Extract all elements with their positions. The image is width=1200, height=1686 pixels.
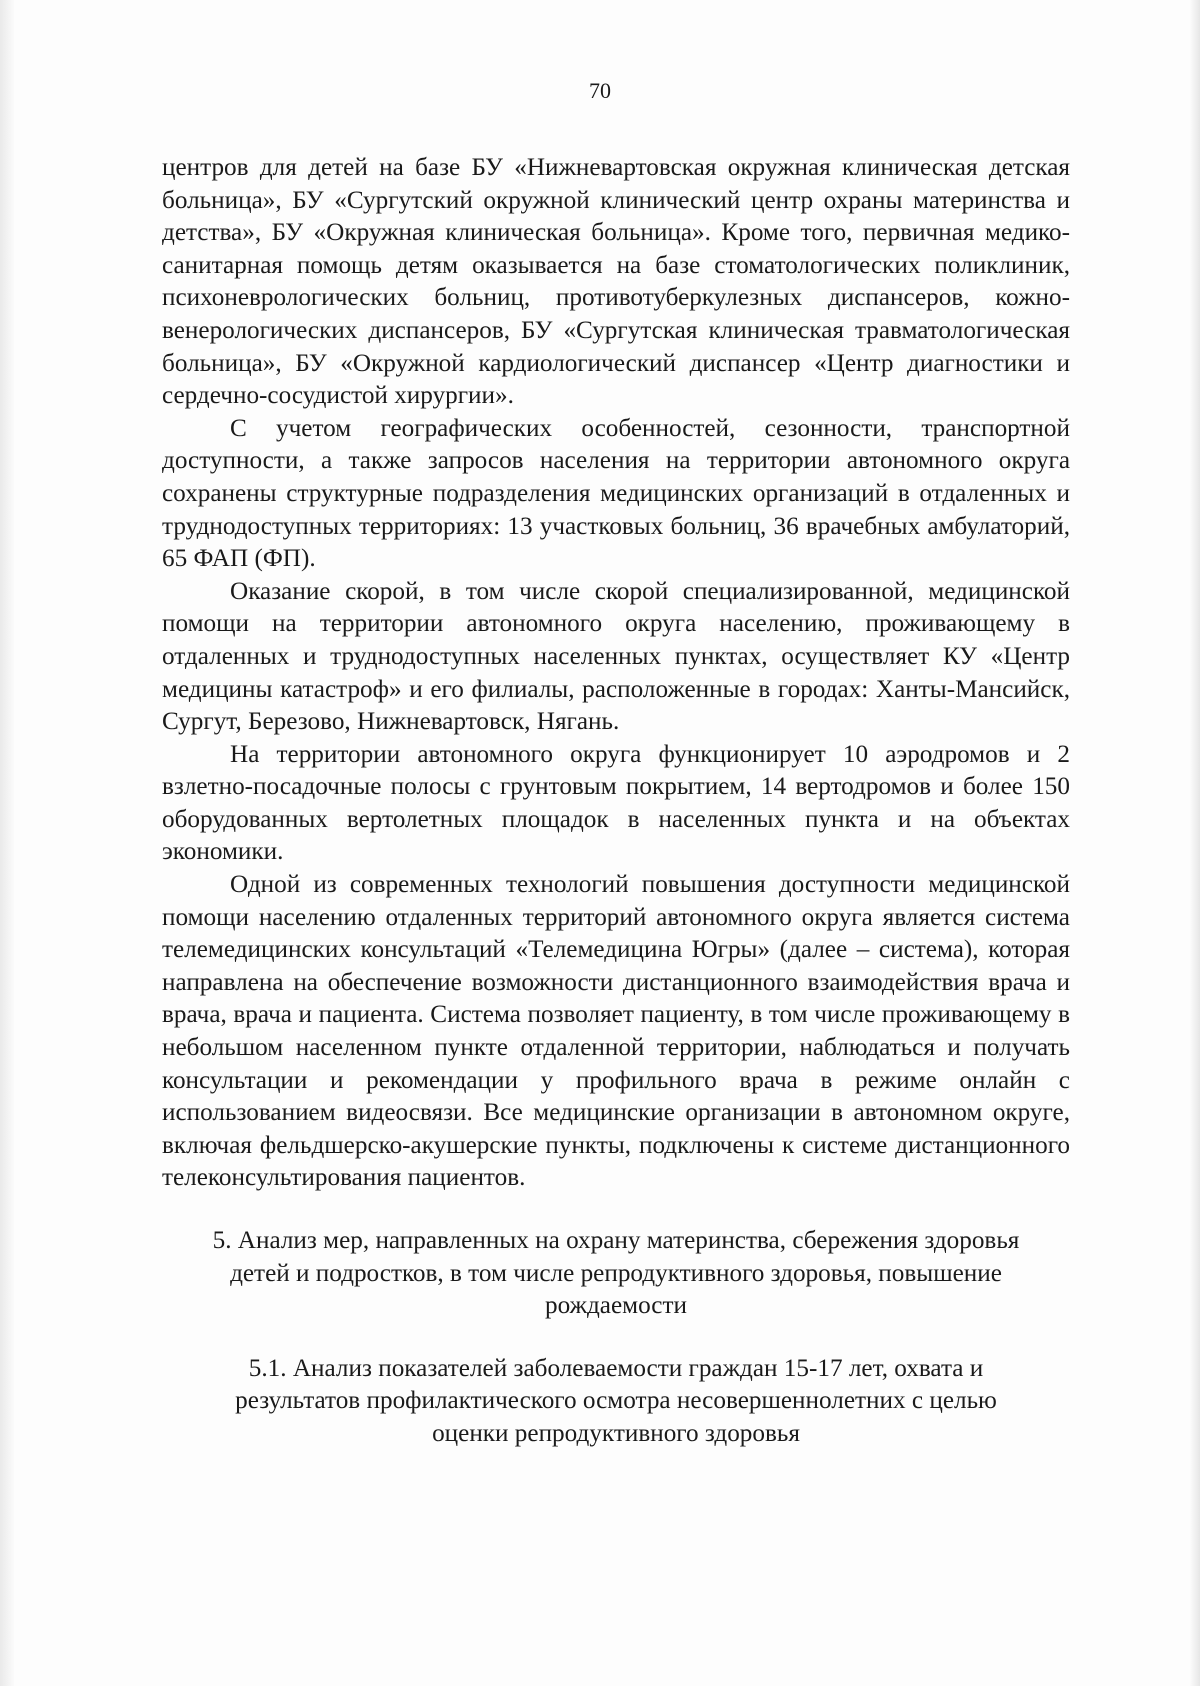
section-heading-5-1: 5.1. Анализ показателей заболеваемости граждан 15-17 лет, охвата и результатов профилактического осмотра несовершеннолетних с целью оценки репродуктивного здоровья xyxy=(235,1354,997,1447)
scan-edge-left xyxy=(0,0,14,1686)
section-heading-5: 5. Анализ мер, направленных на охрану материнства, сбережения здоровья детей и подростков, в том числе репродуктивного здоровья, повышение рождаемости xyxy=(212,1227,1020,1320)
paragraph-continuation: центров для детей на базе БУ «Нижневартовская окружная клиническая детская больница», БУ «Сургутский окружной клинический центр охраны материнства и детства», БУ «Окружная клиническая больница». Кроме того, первичная медико-санитарная помощь детям оказывается на базе стоматологических поликлиник, психоневрологических больниц, противотуберкулезных диспансеров, кожно-венерологических диспансеров, БУ «Сургутская клиническая травматологическая больница», БУ «Окружной кардиологический диспансер «Центр диагностики и сердечно-сосудистой хирургии». xyxy=(162,154,1070,410)
page-number: 70 xyxy=(589,78,611,103)
paragraph-airfields: На территории автономного округа функционирует 10 аэродромов и 2 взлетно-посадочные полосы с грунтовым покрытием, 14 вертодромов и более 150 оборудованных вертолетных площадок в населенных пункта и на объектах экономики. xyxy=(162,740,1070,866)
scan-edge-right xyxy=(1190,0,1200,1686)
paragraph-emergency-care: Оказание скорой, в том числе скорой специализированной, медицинской помощи на территории автономного округа населению, проживающему в отдаленных и труднодоступных населенных пунктах, осуществляет КУ «Центр медицины катастроф» и его филиалы, расположенные в городах: Ханты-Мансийск, Сургут, Березово, Нижневартовск, Нягань. xyxy=(162,577,1070,736)
document-body xyxy=(162,152,1070,1451)
paragraph-telemedicine: Одной из современных технологий повышения доступности медицинской помощи населению отдаленных территорий автономного округа является система телемедицинских консультаций «Телемедицина Югры» (далее – система), которая направлена на обеспечение возможности дистанционного взаимодействия врача и врача, врача и пациента. Система позволяет пациенту, в том числе проживающему в небольшом населенном пункте отдаленной территории, наблюдаться и получать консультации и рекомендации у профильного врача в режиме онлайн с использованием видеосвязи. Все медицинские организации в автономном округе, включая фельдшерско-акушерские пункты, подключены к системе дистанционного телеконсультирования пациентов. xyxy=(162,871,1070,1192)
paragraph-remote-facilities: С учетом географических особенностей, сезонности, транспортной доступности, а также запросов населения на территории автономного округа сохранены структурные подразделения медицинских организаций в отдаленных и труднодоступных территориях: 13 участковых больниц, 36 врачебных амбулаторий, 65 ФАП (ФП). xyxy=(162,414,1070,573)
